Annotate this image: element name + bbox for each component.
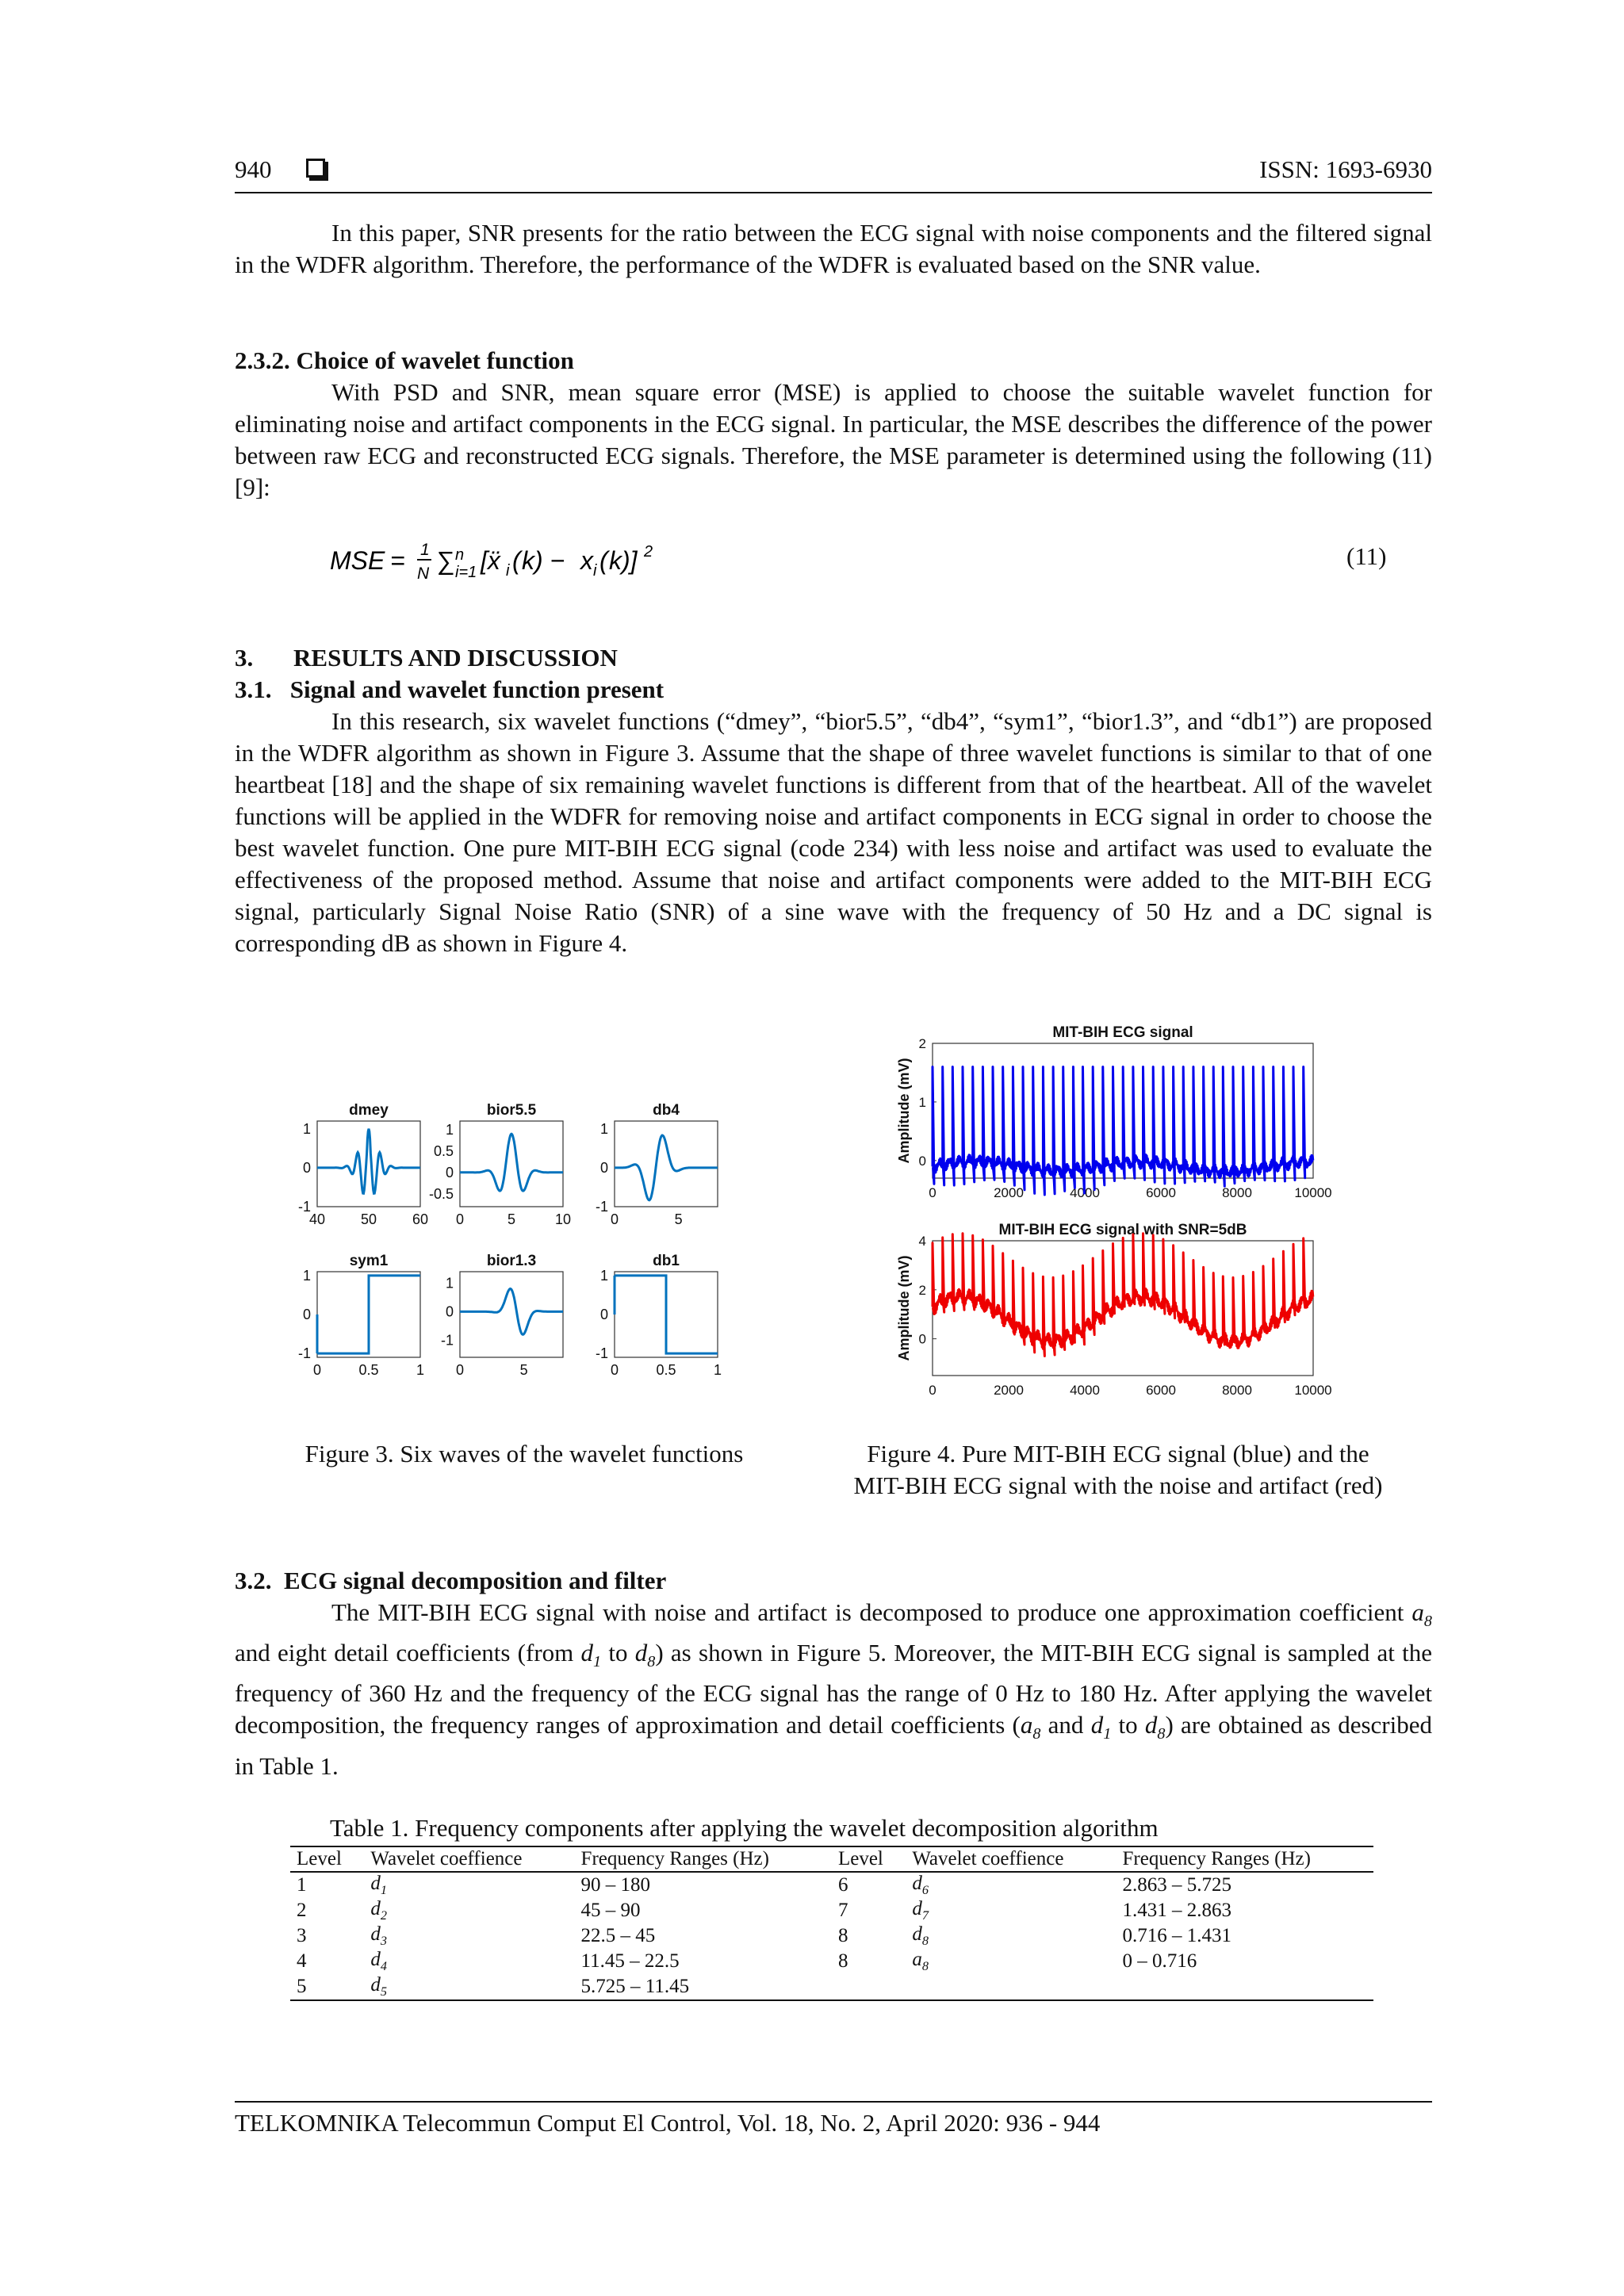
th-level-2: Level: [837, 1848, 883, 1869]
table-1: [290, 1846, 1373, 2001]
svg-text:(: (: [599, 546, 608, 575]
table-cell: [832, 1974, 906, 2000]
ecg-y-tick: 2: [918, 1282, 926, 1298]
table-cell: $d_5$: [370, 1974, 387, 1999]
wavelet-panel-dmey: [298, 1102, 428, 1227]
wavelet-curve-bior1.3: [460, 1289, 563, 1335]
wavelet-curve-db1: [615, 1276, 718, 1353]
section-heading-3-1: 3.1. Signal and wavelet function present: [235, 675, 665, 703]
y-tick-label: 0: [599, 1307, 608, 1322]
panel-frame: [615, 1121, 718, 1207]
page-number: 940: [235, 155, 272, 183]
wavelet-panel-sym1: [298, 1253, 424, 1378]
th-level: Level: [297, 1848, 342, 1869]
figure-3-wavelet-plots: [285, 1094, 745, 1395]
ecg-x-tick: 10000: [1294, 1383, 1332, 1395]
table-cell: 8: [837, 1950, 848, 1972]
table-cell: $d_6$: [912, 1873, 929, 1897]
ecg-x-tick: 8000: [1222, 1383, 1252, 1395]
ecg-x-tick: 2000: [994, 1185, 1024, 1200]
intro-paragraph: In this paper, SNR presents for the ratio between the ECG signal with noise components and the filtered signal in the WDFR algorithm. Therefore, the performance of the WDFR is evaluated based on the SNR value.: [235, 219, 1432, 278]
svg-text:MSE: MSE: [330, 546, 385, 575]
figure-4-caption-line-1: Figure 4. Pure MIT-BIH ECG signal (blue) and the: [867, 1440, 1369, 1468]
x-tick-label: 10: [554, 1211, 572, 1227]
table-cell: $d_4$: [370, 1949, 387, 1973]
x-tick-label: 0.5: [358, 1362, 379, 1378]
text-run: The MIT-BIH ECG signal with noise and artifact is decomposed to produce one approximation coefficient: [331, 1598, 1412, 1626]
table-row: [290, 1872, 1373, 1898]
table-cell: $d_1$: [370, 1873, 387, 1897]
ecg-x-tick: 6000: [1146, 1185, 1176, 1200]
table-row: [290, 1923, 1373, 1949]
x-tick-label: 60: [412, 1211, 429, 1227]
svg-text:∑: ∑: [436, 546, 454, 575]
table-1-caption: Table 1. Frequency components after applying the wavelet decomposition algorithm: [330, 1814, 1159, 1842]
x-tick-label: 0: [610, 1362, 619, 1378]
x-tick-label: 0: [455, 1362, 465, 1378]
section-3-2-text: [235, 1597, 1432, 1782]
y-tick-label: 0: [302, 1159, 311, 1176]
panel-title: db1: [653, 1253, 680, 1269]
y-tick-label: 1: [599, 1120, 608, 1137]
text-run: to: [601, 1639, 635, 1667]
section-3-1-text: In this research, six wavelet functions (“dmey”, “bior5.5”, “db4”, “sym1”, “bior1.3”, and “db1”) are proposed in the WDFR algorithm as shown in Figure 3. Assume that the shape of three wavelet functions is similar to that of one heartbeat [18] and the shape of six remaining wavelet functions is different from that of the heartbeat. All of the wavelet functions will be applied in the WDFR for removing noise and artifact components in ECG signal in order to choose the best wavelet function. One pure MIT-BIH ECG signal (code 234) with less noise and artifact was used to evaluate the effectiveness of the proposed method. Assume that noise and artifact components were added to the MIT-BIH ECG signal, particularly Signal Noise Ratio (SNR) of a sine wave with the frequency of 50 Hz and a DC signal is corresponding dB as shown in Figure 4.: [235, 707, 1432, 957]
text-run: ) as shown in Figure 5. Moreover, the MIT-BIH ECG signal is sampled at the frequency of 360 Hz and the frequency of the ECG signal has the range of 0 Hz to 180 Hz. After applying the wavelet decomposition, the frequency ranges of approximation and detail coefficients (: [235, 1639, 1432, 1739]
ecg-y-tick: 0: [918, 1153, 926, 1169]
equation-number: (11): [1346, 542, 1387, 570]
ecg-panel-1: [896, 1222, 1332, 1395]
ecg-x-tick: 4000: [1070, 1383, 1100, 1395]
text-run: and: [1040, 1711, 1091, 1739]
ecg-x-tick: 2000: [994, 1383, 1024, 1395]
table-cell: $d_3$: [370, 1923, 387, 1948]
svg-text:i=1: i=1: [455, 564, 477, 581]
figure-4-caption: [817, 1438, 1419, 1502]
wavelet-curve-bior5.5: [460, 1134, 563, 1191]
y-tick-label: -1: [440, 1332, 454, 1349]
y-tick-label: 0: [445, 1303, 454, 1320]
table-cell: 90 – 180: [580, 1874, 651, 1896]
y-tick-label: -1: [595, 1345, 608, 1362]
table-cell: 7: [837, 1900, 848, 1921]
text-run: to: [1111, 1711, 1145, 1739]
svg-text:[ẍ: [ẍ: [481, 546, 500, 575]
svg-text:x: x: [580, 546, 593, 575]
ecg-y-tick: 4: [918, 1234, 926, 1249]
footer: TELKOMNIKA Telecommun Comput El Control, Vol. 18, No. 2, April 2020: 936 - 944: [235, 2109, 1101, 2137]
svg-text:2: 2: [644, 543, 653, 561]
th-wavelet: Wavelet coeffience: [370, 1848, 523, 1869]
svg-text:(: (: [512, 546, 521, 575]
ecg-y-tick: 0: [918, 1331, 926, 1347]
section-heading-2-3-2: 2.3.2. Choice of wavelet function: [235, 346, 574, 374]
y-tick-label: 1: [445, 1121, 454, 1138]
y-tick-label: 1: [302, 1120, 311, 1137]
ecg-y-tick: 1: [918, 1094, 926, 1110]
ecg-x-tick: 4000: [1070, 1185, 1100, 1200]
ecg-signal-line: [933, 1234, 1313, 1357]
svg-text:i: i: [506, 562, 510, 580]
wavelet-curve-dmey: [317, 1129, 420, 1194]
panel-title: bior5.5: [486, 1102, 537, 1119]
table-cell: 0 – 0.716: [1122, 1950, 1197, 1972]
ecg-panel-0: [896, 1024, 1332, 1200]
table-header-row: [290, 1846, 1373, 1872]
section-heading-3: RESULTS AND DISCUSSION: [293, 644, 618, 672]
ecg-title: MIT-BIH ECG signal: [1052, 1024, 1193, 1041]
table-cell: 2: [297, 1900, 307, 1921]
ecg-y-label: Amplitude (mV): [896, 1058, 912, 1164]
x-tick-label: 40: [308, 1211, 326, 1227]
table-cell: 5: [297, 1976, 307, 1997]
x-tick-label: 0.5: [656, 1362, 676, 1378]
svg-text:)]: )]: [622, 546, 638, 575]
x-tick-label: 5: [519, 1362, 528, 1378]
y-tick-label: 1: [302, 1267, 311, 1284]
ecg-x-tick: 10000: [1294, 1185, 1332, 1200]
mse-equation: [330, 536, 742, 584]
svg-text:n: n: [455, 546, 465, 564]
ecg-x-tick: 0: [929, 1383, 936, 1395]
ecg-x-tick: 8000: [1222, 1185, 1252, 1200]
th-frequency-2: Frequency Ranges (Hz): [1122, 1848, 1311, 1869]
panel-title: sym1: [349, 1253, 389, 1269]
header-rule: [235, 192, 1432, 193]
x-tick-label: 0: [610, 1211, 619, 1227]
ecg-title: MIT-BIH ECG signal with SNR=5dB: [998, 1222, 1247, 1238]
table-cell: 4: [297, 1950, 307, 1972]
table-cell: 6: [837, 1874, 848, 1896]
table-cell: 1.431 – 2.863: [1122, 1900, 1232, 1921]
y-tick-label: 1: [445, 1275, 454, 1292]
table-cell: 3: [297, 1925, 307, 1946]
svg-text:1: 1: [420, 541, 430, 559]
coef-a8-2: $a_8$: [1020, 1711, 1041, 1743]
coef-d8-2: $d_8$: [1144, 1711, 1166, 1743]
x-tick-label: 5: [507, 1211, 516, 1227]
section-heading-3-2: 3.2. ECG signal decomposition and filter: [235, 1567, 667, 1594]
ecg-x-tick: 6000: [1146, 1383, 1176, 1395]
table-row: [290, 1974, 1373, 2000]
coef-a8-text: $a_8$: [1411, 1598, 1432, 1631]
wavelet-panel-db1: [596, 1253, 722, 1378]
y-tick-label: -1: [595, 1199, 608, 1215]
svg-text:i: i: [593, 562, 597, 580]
table-cell: 5.725 – 11.45: [580, 1976, 690, 1997]
coef-d8: $d_8$: [634, 1639, 656, 1671]
figure-4-caption-line-2: MIT-BIH ECG signal with the noise and artifact (red): [853, 1471, 1383, 1499]
table-row: [290, 1949, 1373, 1974]
table-cell: [906, 1974, 1116, 2000]
svg-text:N: N: [417, 564, 430, 583]
y-tick-label: -1: [297, 1345, 311, 1362]
y-tick-label: -1: [297, 1199, 311, 1215]
th-wavelet-2: Wavelet coeffience: [912, 1848, 1064, 1869]
coef-d1-2: $d_1$: [1090, 1711, 1112, 1743]
table-row: [290, 1898, 1373, 1923]
wavelet-panel-db4: [596, 1102, 718, 1227]
x-tick-label: 0: [455, 1211, 465, 1227]
mse-formula: [330, 536, 742, 588]
wavelet-curve-sym1: [317, 1276, 420, 1353]
section-heading-3-number: 3.: [235, 644, 254, 672]
table-cell: 11.45 – 22.5: [580, 1950, 680, 1972]
wavelet-panel-bior1.3: [441, 1253, 563, 1378]
th-frequency: Frequency Ranges (Hz): [580, 1848, 769, 1869]
table-cell: $d_8$: [912, 1923, 929, 1948]
issn: ISSN: 1693-6930: [1259, 155, 1432, 183]
y-tick-label: 0: [599, 1159, 608, 1176]
figure-3-caption: Figure 3. Six waves of the wavelet functions: [304, 1440, 744, 1468]
panel-title: db4: [653, 1102, 680, 1119]
panel-title: dmey: [349, 1102, 389, 1119]
footer-rule: [235, 2101, 1432, 2103]
coef-d1: $d_1$: [580, 1639, 602, 1671]
svg-text:k: k: [522, 546, 534, 575]
table-cell: $d_2$: [370, 1898, 387, 1923]
y-tick-label: 0.5: [433, 1142, 454, 1159]
ecg-y-tick: 2: [918, 1036, 926, 1051]
page-header: [235, 155, 1432, 189]
ecg-signal-line: [933, 1067, 1313, 1195]
table-cell: 45 – 90: [580, 1900, 641, 1921]
wavelet-panel-bior5.5: [429, 1102, 571, 1227]
y-tick-label: 0: [445, 1164, 454, 1181]
table-body: [290, 1872, 1373, 2000]
wavelet-curve-db4: [615, 1135, 718, 1200]
text-run: ) are obtained as described in Table 1.: [235, 1711, 1432, 1780]
x-tick-label: 50: [360, 1211, 377, 1227]
square-icon: [306, 159, 325, 178]
y-tick-label: 1: [599, 1267, 608, 1284]
ecg-x-tick: 0: [929, 1185, 936, 1200]
section-2-3-2-text: With PSD and SNR, mean square error (MSE) is applied to choose the suitable wavelet function for eliminating noise and artifact components in the ECG signal. In particular, the MSE describes the difference of the power between raw ECG and reconstructed ECG signals. Therefore, the MSE parameter is determined using the following (11) [9]:: [235, 378, 1432, 501]
coef-a8: [1411, 1598, 1432, 1631]
table-cell: [1116, 1974, 1373, 2000]
svg-text:=: =: [390, 546, 405, 575]
table-cell: 0.716 – 1.431: [1122, 1925, 1232, 1946]
table-cell: 1: [297, 1874, 307, 1896]
x-tick-label: 1: [416, 1362, 425, 1378]
svg-text:) −: ) −: [534, 546, 565, 575]
table-cell: 2.863 – 5.725: [1122, 1874, 1232, 1896]
x-tick-label: 1: [713, 1362, 722, 1378]
panel-frame: [460, 1272, 563, 1357]
table-cell: $a_8$: [912, 1949, 929, 1973]
x-tick-label: 0: [312, 1362, 322, 1378]
text-run: and eight detail coefficients (from: [235, 1639, 581, 1667]
panel-title: bior1.3: [486, 1253, 537, 1269]
y-tick-label: -0.5: [428, 1185, 454, 1202]
table-cell: $d_7$: [912, 1898, 929, 1923]
table-cell: 22.5 – 45: [580, 1925, 656, 1946]
x-tick-label: 5: [674, 1211, 683, 1227]
ecg-y-label: Amplitude (mV): [896, 1255, 912, 1361]
svg-text:k: k: [609, 546, 622, 575]
figure-4-ecg-plots: [888, 1015, 1348, 1395]
y-tick-label: 0: [302, 1307, 311, 1322]
table-cell: 8: [837, 1925, 848, 1946]
